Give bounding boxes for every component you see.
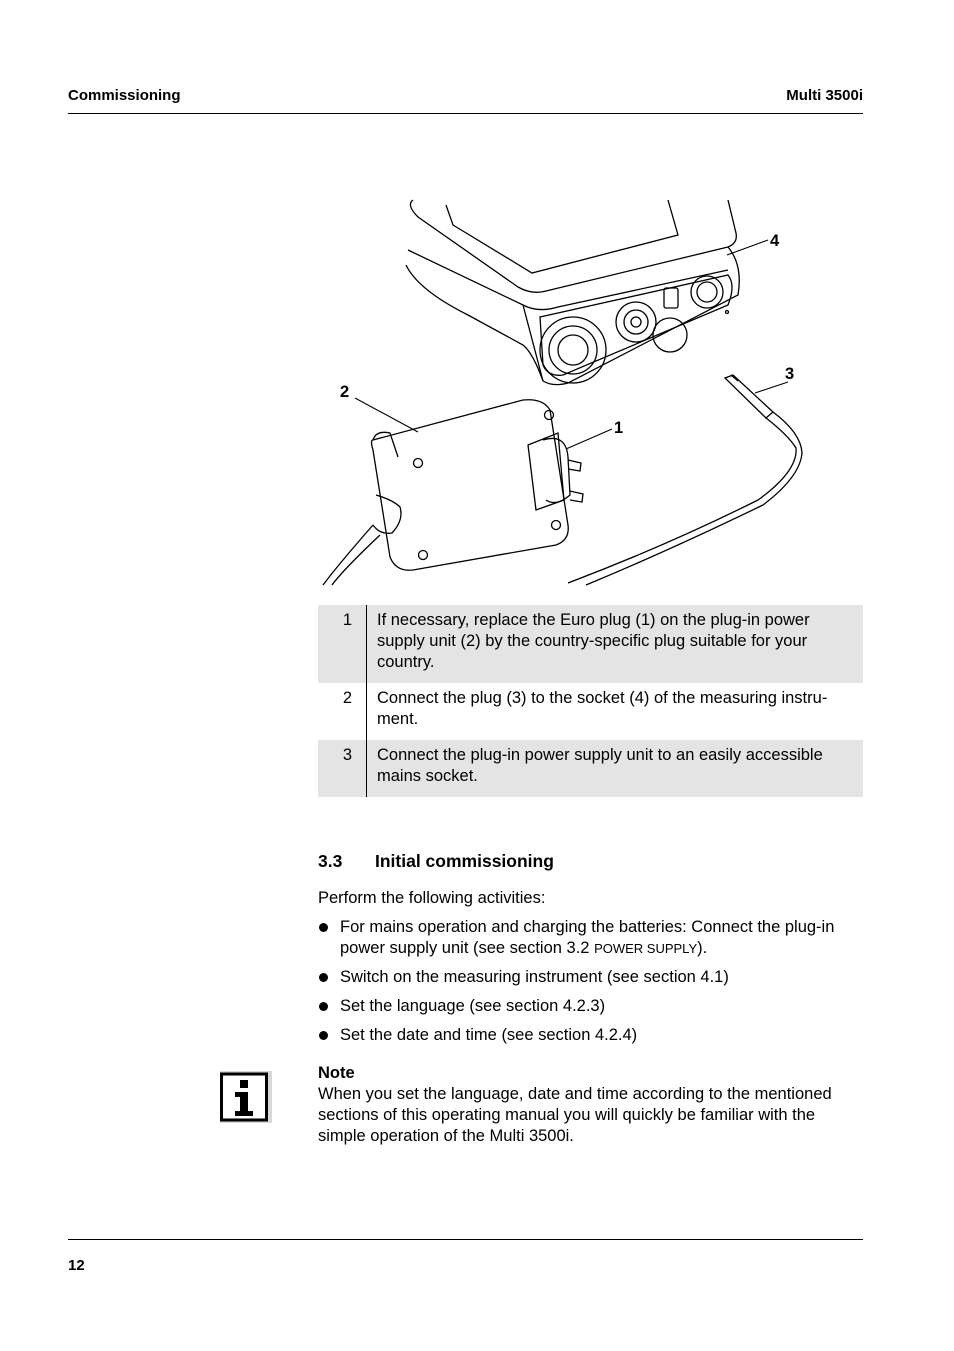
step-number: 3 [318, 740, 367, 797]
bullet-icon [319, 973, 328, 982]
note-text: When you set the language, date and time according to the mentioned sections of this operating manual you will quickly be familiar with the simple operation of the Multi 3500i. [318, 1085, 832, 1145]
step-row [318, 605, 863, 683]
callout-3: 3 [785, 365, 795, 383]
running-header-chapter: Commissioning [68, 87, 181, 104]
step-row [318, 683, 863, 740]
running-header-product: Multi 3500i [786, 87, 863, 104]
list-item: For mains operation and charging the batteries: Connect the plug-in power supply unit (see section 3.2 POWER SUPPLY). [318, 917, 863, 959]
section-number: 3.3 [318, 851, 343, 871]
section-heading [318, 851, 554, 872]
steps-table [318, 605, 863, 797]
step-text: Connect the plug (3) to the socket (4) of the measuring instru-ment. [377, 689, 828, 728]
page-number: 12 [68, 1257, 85, 1274]
cable-drawing [568, 375, 802, 585]
list-item: Set the language (see section 4.2.3) [318, 996, 863, 1017]
callout-1: 1 [614, 419, 624, 437]
section-reference: POWER SUPPLY [594, 941, 698, 956]
intro-text: Perform the following activities: [318, 889, 546, 907]
activity-list [318, 917, 863, 1054]
callout-2: 2 [340, 383, 350, 401]
section-title: Initial commissioning [375, 851, 554, 871]
step-text: If necessary, replace the Euro plug (1) on the plug-in power supply unit (2) by the country-specific plug suitable for your country. [367, 605, 864, 683]
power-supply-illustration [318, 195, 863, 587]
note-block [318, 1063, 863, 1147]
list-item: Set the date and time (see section 4.2.4) [318, 1025, 863, 1046]
step-number: 1 [318, 605, 367, 683]
step-number: 2 [318, 683, 367, 740]
adapter-drawing [323, 400, 583, 585]
header-rule [68, 113, 863, 114]
note-title: Note [318, 1064, 355, 1082]
instrument-drawing [406, 200, 739, 385]
step-row [318, 740, 863, 797]
callout-4: 4 [770, 232, 780, 250]
bullet-icon [319, 1031, 328, 1040]
step-text: Connect the plug-in power supply unit to an easily accessible mains socket. [367, 740, 864, 797]
info-icon [220, 1071, 272, 1123]
bullet-icon [319, 923, 328, 932]
footer-rule [68, 1239, 863, 1240]
bullet-icon [319, 1002, 328, 1011]
list-item: Switch on the measuring instrument (see section 4.1) [318, 967, 863, 988]
